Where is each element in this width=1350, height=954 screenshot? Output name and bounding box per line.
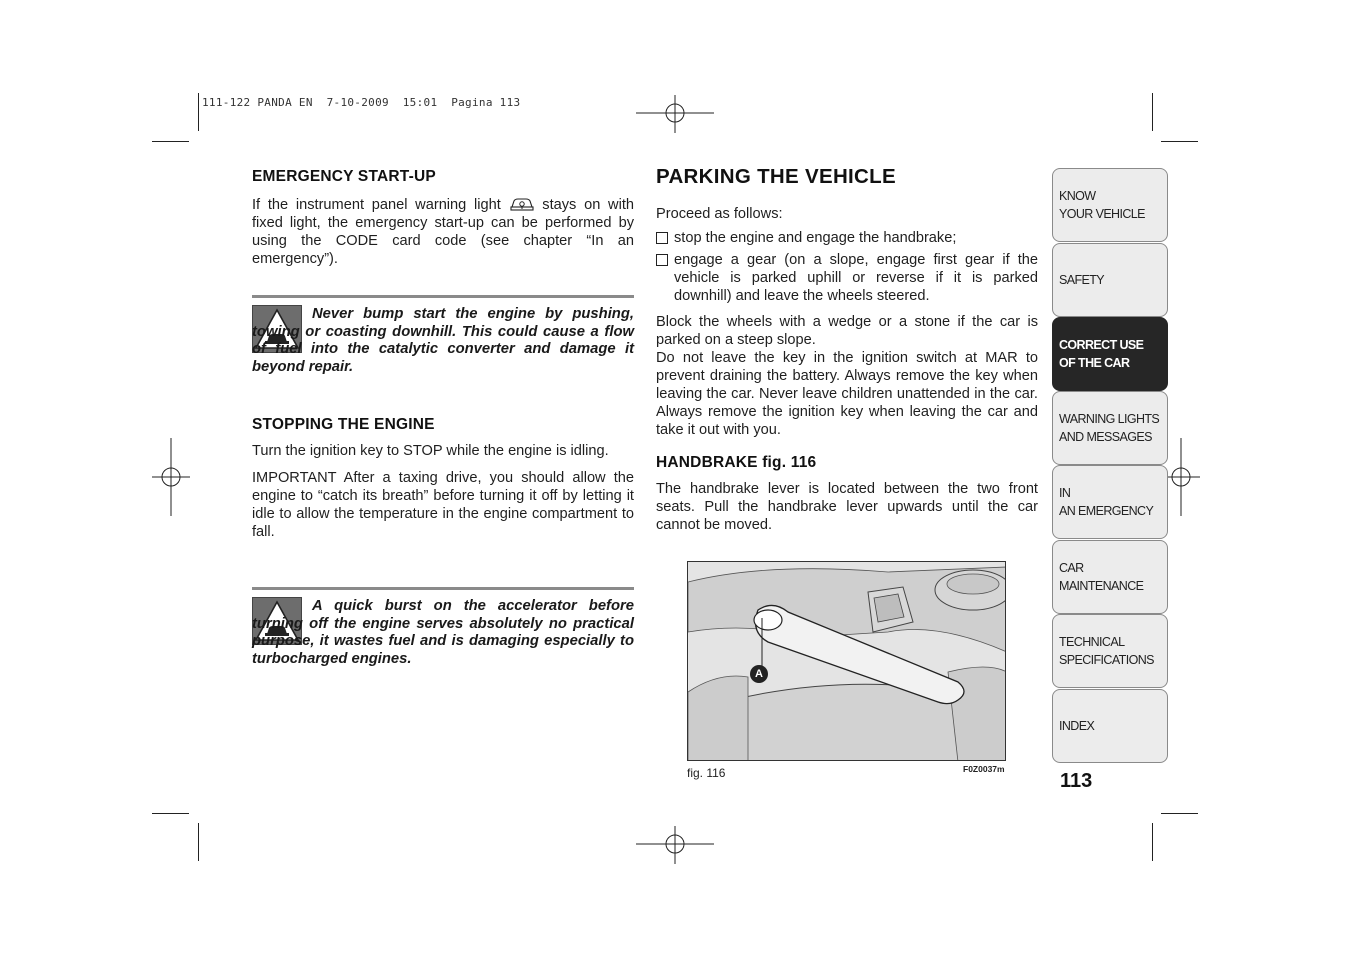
parking-title: PARKING THE VEHICLE	[656, 165, 896, 188]
crop-mark	[1152, 93, 1153, 131]
tab-technical-specifications[interactable]: TECHNICAL SPECIFICATIONS	[1052, 614, 1168, 688]
parking-intro: Proceed as follows:	[656, 206, 783, 222]
crop-mark	[152, 141, 189, 142]
tab-safety[interactable]: SAFETY	[1052, 243, 1168, 317]
handbrake-text: The handbrake lever is located between the two front seats. Pull the handbrake lever upwards until the car cannot be moved.	[656, 481, 1038, 533]
tab-car-maintenance[interactable]: CAR MAINTENANCE	[1052, 540, 1168, 614]
tab-in-an-emergency[interactable]: IN AN EMERGENCY	[1052, 465, 1168, 539]
stopping-text-2: IMPORTANT After a taxing drive, you should allow the engine to “catch its breath” before turning it off by letting it idle to allow the temperature in the engine compartment to fall.	[252, 470, 634, 540]
tab-know-your-vehicle[interactable]: KNOW YOUR VEHICLE	[1052, 168, 1168, 242]
crop-mark	[1161, 813, 1198, 814]
handbrake-illustration	[688, 562, 1006, 761]
stopping-title: STOPPING THE ENGINE	[252, 416, 435, 433]
parking-bullet-2: engage a gear (on a slope, engage first gear if the vehicle is parked uphill or reverse if it is parked downhill) and leave the wheels steered.	[656, 251, 1038, 305]
registration-mark-left	[152, 438, 190, 516]
car-key-warning-icon	[509, 195, 535, 213]
figure-code: F0Z0037m	[963, 764, 1005, 774]
warning-box-2	[252, 587, 634, 669]
checkbox-bullet-icon	[656, 232, 668, 244]
crop-mark	[1161, 141, 1198, 142]
crop-mark	[1152, 823, 1153, 861]
tab-warning-lights-and-messages[interactable]: WARNING LIGHTS AND MESSAGES	[1052, 391, 1168, 465]
figure-label-a: A	[755, 668, 763, 680]
print-header: 111-122 PANDA EN 7-10-2009 15:01 Pagina 113	[202, 96, 521, 109]
stopping-text-1: Turn the ignition key to STOP while the engine is idling.	[252, 443, 609, 459]
stopping-section	[252, 416, 634, 541]
parking-text-1: Block the wheels with a wedge or a stone if the car is parked on a steep slope.	[656, 314, 1038, 348]
warning-box-1	[252, 295, 634, 375]
figure-caption: fig. 116	[687, 766, 726, 780]
handbrake-title: HANDBRAKE fig. 116	[656, 454, 817, 471]
crop-mark	[152, 813, 189, 814]
crop-mark	[198, 93, 199, 131]
parking-notes	[656, 313, 1038, 439]
handbrake-figure	[687, 561, 1006, 761]
page-number: 113	[1060, 770, 1093, 792]
emergency-title: EMERGENCY START-UP	[252, 168, 436, 185]
warning-text-1: Never bump start the engine by pushing, towing or coasting downhill. This could cause a flow of fuel into the catalytic converter and damage it beyond repair.	[252, 306, 634, 375]
checkbox-bullet-icon	[656, 254, 668, 266]
registration-mark-top	[636, 95, 714, 133]
registration-mark-bottom	[636, 826, 714, 864]
emergency-section	[252, 168, 634, 268]
parking-bullet-1: stop the engine and engage the handbrake;	[656, 229, 1038, 247]
emergency-text: If the instrument panel warning light stays on with fixed light, the emergency start-up can be performed by using the CODE card code (see chapter “In an emergency”).	[252, 197, 635, 267]
parking-text-2: Do not leave the key in the ignition switch at MAR to prevent draining the battery. Always remove the key when leaving the car. Never leave children unattended in the car. Always remove the ignition key when leaving the car and take it out with you.	[656, 350, 1038, 438]
handbrake-section	[656, 454, 1038, 534]
parking-section	[656, 165, 1038, 223]
tab-index[interactable]: INDEX	[1052, 689, 1168, 763]
warning-text-2: A quick burst on the accelerator before turning off the engine serves absolutely no practical purpose, it wastes fuel and is damaging especially to turbocharged engines.	[252, 598, 634, 667]
crop-mark	[198, 823, 199, 861]
tab-correct-use-of-the-car[interactable]: CORRECT USE OF THE CAR	[1052, 317, 1168, 391]
